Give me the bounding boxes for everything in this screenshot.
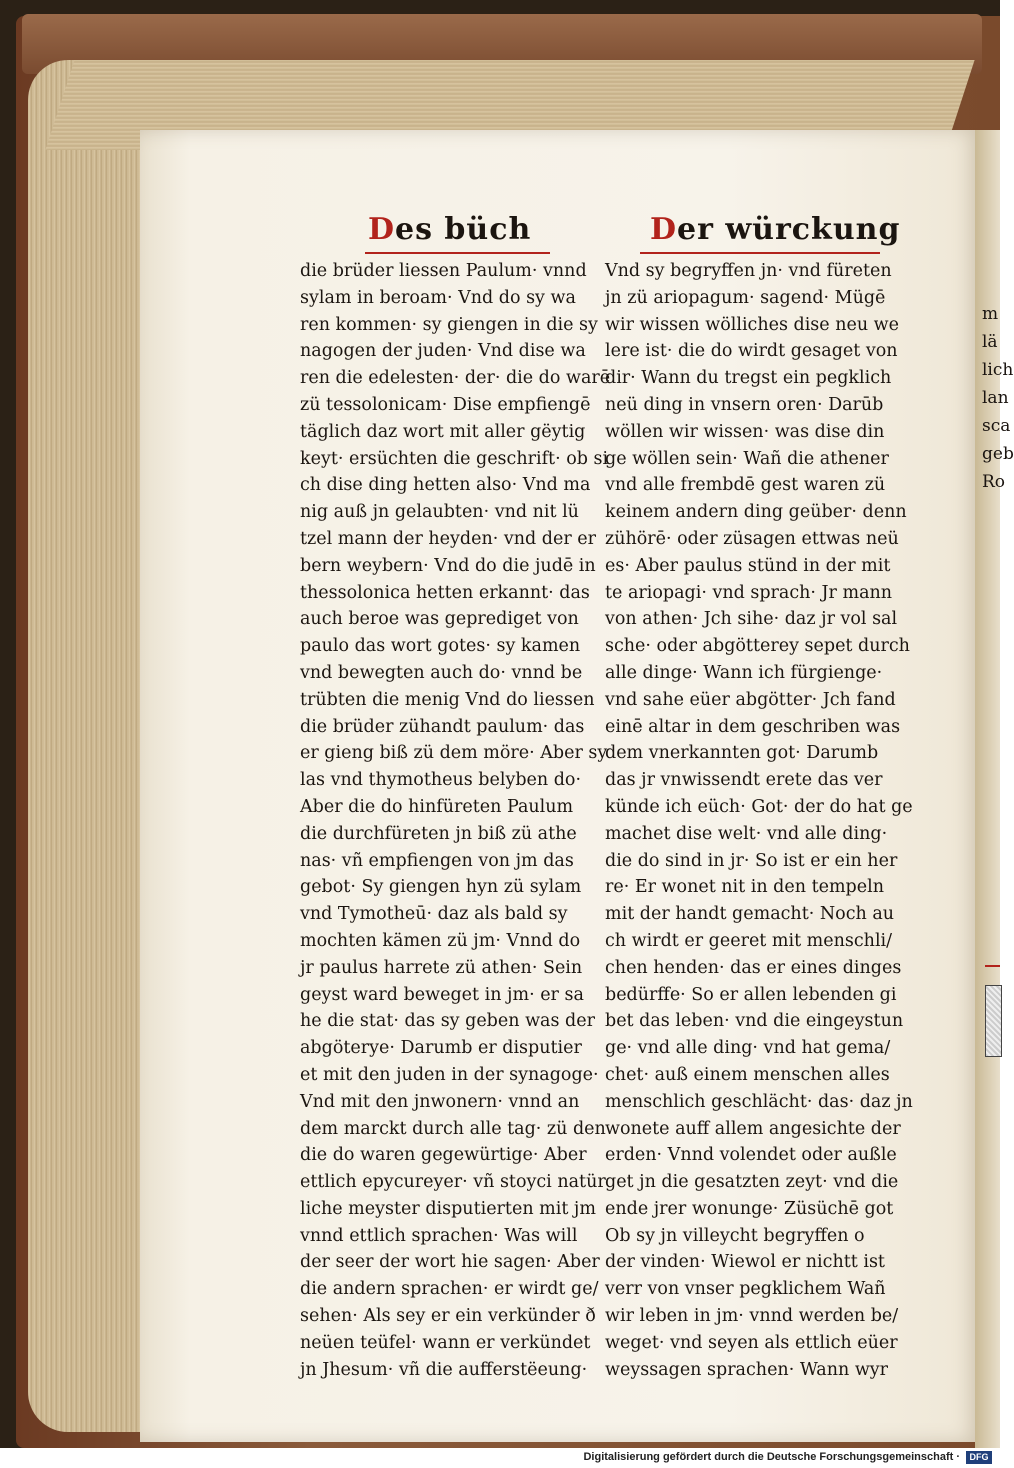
text-line: sehen· Als sey er ein verkünder ð: [300, 1306, 596, 1327]
text-line: sche· oder abgötterey sepet durch: [605, 636, 910, 657]
text-line: verr von vnser pegklichem Wañ: [605, 1279, 886, 1300]
text-line: re· Er wonet nit in den tempeln: [605, 877, 884, 898]
header-right-text: er würckung: [677, 212, 901, 247]
text-line: der vinden· Wiewol er nichtt ist: [605, 1252, 885, 1273]
text-line: die do waren gegewürtige· Aber: [300, 1145, 587, 1166]
text-column-left: [300, 258, 611, 1383]
header-left-initial: D: [368, 212, 396, 247]
text-line: nas· vñ empfiengen von jm das: [300, 850, 574, 871]
text-line: las vnd thymotheus belyben do·: [300, 770, 582, 791]
text-line: weget· vnd seyen als ettlich eüer: [605, 1332, 898, 1353]
text-line: auch beroe was geprediget von: [300, 609, 579, 630]
text-line: weyssagen sprachen· Wann wyr: [605, 1359, 889, 1380]
text-line: es· Aber paulus stünd in der mit: [605, 555, 891, 576]
text-line: liche meyster disputierten mit jm: [300, 1198, 596, 1219]
text-line: erden· Vnnd volendet oder außle: [605, 1145, 897, 1166]
text-line: chen henden· das er eines dinges: [605, 957, 902, 978]
text-line: mochten kämen zü jm· Vnnd do: [300, 930, 581, 951]
text-line: täglich daz wort mit aller gëytig: [300, 421, 586, 442]
text-line: machet dise welt· vnd alle ding·: [605, 823, 888, 844]
text-line: zü tessolonicam· Dise empfiengē: [300, 394, 591, 415]
text-line: te ariopagi· vnd sprach· Jr mann: [605, 582, 893, 603]
text-line: neü ding in vnsern oren· Darūb: [605, 394, 884, 415]
text-line: paulo das wort gotes· sy kamen: [300, 636, 581, 657]
text-line: vnd bewegten auch do· vnnd be: [300, 662, 583, 683]
text-line: wonete auff allem angesichte der: [605, 1118, 901, 1139]
text-line: geyst ward beweget in jm· er sa: [300, 984, 584, 1005]
text-line: ettlich epycureyer· vñ stoyci natür: [300, 1172, 606, 1193]
text-line: Aber die do hinfüreten Paulum: [300, 796, 574, 817]
text-line: Vnd sy begryffen jn· vnd füreten: [605, 261, 892, 281]
header-left-text: es büch: [395, 212, 532, 247]
text-line: bet das leben· vnd die eingeystun: [605, 1011, 904, 1032]
text-line: tzel mann der heyden· vnd der er: [300, 528, 596, 549]
text-line: et mit den juden in der synagoge·: [300, 1064, 599, 1085]
text-line: bedürffe· So er allen lebenden gi: [605, 984, 897, 1005]
running-header-left: [368, 212, 531, 247]
text-line: dem marckt durch alle tag· zü den: [300, 1118, 606, 1139]
text-line: menschlich geschlächt· das· daz jn: [605, 1091, 913, 1112]
header-right-underline: [640, 252, 880, 254]
header-right-initial: D: [650, 212, 678, 247]
text-line: get jn die gesatzten zeyt· vnd die: [605, 1172, 899, 1193]
right-page-woodcut-fragment: [985, 985, 1002, 1057]
text-line: zühörē· oder züsagen ettwas neü: [605, 528, 899, 549]
running-header-right: [650, 212, 900, 247]
text-line: ge· vnd alle ding· vnd hat gema/: [605, 1038, 891, 1059]
text-line: sylam in beroam· Vnd do sy wa: [300, 287, 576, 308]
text-line: dem vnerkannten got· Darumb: [605, 743, 879, 764]
text-line: nagogen der juden· Vnd dise wa: [300, 341, 586, 362]
text-line: vnnd ettlich sprachen· Was will: [300, 1225, 578, 1246]
right-page-text-fragment: m lä lich lan sca geb Ro: [982, 304, 1014, 492]
text-line: jn zü ariopagum· sagend· Mügē: [605, 287, 886, 308]
text-line: er gieng biß zü dem möre· Aber sy: [300, 743, 608, 764]
text-line: vnd alle frembdē gest waren zü: [605, 475, 886, 496]
text-line: die do sind in jr· So ist er ein her: [605, 850, 898, 871]
text-line: keinem andern ding geüber· denn: [605, 502, 907, 523]
header-left-underline: [365, 252, 550, 254]
text-line: nig auß jn gelaubten· vnd nit lü: [300, 502, 579, 523]
text-line: ren die edelesten· der· die do warē: [300, 368, 611, 389]
text-line: jn Jhesum· vñ die aufferstëeung·: [300, 1359, 588, 1380]
text-line: abgöterye· Darumb er disputier: [300, 1038, 582, 1059]
text-line: lere ist· die do wirdt gesaget von: [605, 341, 898, 362]
text-line: der seer der wort hie sagen· Aber: [300, 1252, 600, 1273]
text-line: vnd Tymotheū· daz als bald sy: [300, 904, 568, 925]
dfg-logo: DFG: [966, 1451, 992, 1464]
text-line: die andern sprachen· er wirdt ge/: [300, 1279, 599, 1300]
text-line: Ob sy jn villeycht begryffen o: [605, 1225, 865, 1246]
text-line: trübten die menig Vnd do liessen: [300, 689, 595, 710]
text-line: von athen· Jch sihe· daz jr vol sal: [605, 609, 898, 630]
text-line: ge wöllen sein· Wañ die athener: [605, 448, 889, 469]
text-line: gebot· Sy giengen hyn zü sylam: [300, 877, 582, 898]
right-page-rubric-fragment: [985, 935, 1000, 967]
text-line: die durchfüreten jn biß zü athe: [300, 823, 577, 844]
text-line: thessolonica hetten erkannt· das: [300, 582, 590, 603]
text-line: keyt· ersüchten die geschrift· ob si: [300, 448, 609, 469]
text-line: jr paulus harrete zü athen· Sein: [300, 957, 583, 978]
text-line: dir· Wann du tregst ein pegklich: [605, 368, 892, 389]
funding-credit: Digitalisierung gefördert durch die Deutsche Forschungsgemeinschaft ·: [583, 1451, 960, 1463]
text-line: ch dise ding hetten also· Vnd ma: [300, 475, 591, 496]
text-line: alle dinge· Wann ich fürgienge·: [605, 662, 883, 683]
text-line: wir wissen wölliches dise neu we: [605, 314, 900, 335]
text-line: bern weybern· Vnd do die judē in: [300, 555, 596, 576]
text-line: neüen teüfel· wann er verkündet: [300, 1332, 591, 1353]
text-column-right: [605, 258, 913, 1383]
text-line: ende jrer wonunge· Züsüchē got: [605, 1198, 894, 1219]
text-line: Vnd mit den jnwonern· vnnd an: [300, 1091, 580, 1112]
text-line: die brüder zühandt paulum· das: [300, 716, 585, 737]
text-line: mit der handt gemacht· Noch au: [605, 904, 895, 925]
text-line: ren kommen· sy giengen in die sy: [300, 314, 598, 335]
text-line: wir leben in jm· vnnd werden be/: [605, 1306, 899, 1327]
text-line: das jr vnwissendt erete das ver: [605, 770, 883, 791]
text-line: chet· auß einem menschen alles: [605, 1064, 890, 1085]
text-line: einē altar in dem geschriben was: [605, 716, 901, 737]
text-line: die brüder liessen Paulum· vnnd: [300, 261, 587, 281]
text-line: künde ich eüch· Got· der do hat ge: [605, 796, 913, 817]
text-line: he die stat· das sy geben was der: [300, 1011, 595, 1032]
text-line: ch wirdt er geeret mit menschli/: [605, 930, 893, 951]
text-line: vnd sahe eüer abgötter· Jch fand: [605, 689, 896, 710]
text-line: wöllen wir wissen· was dise din: [605, 421, 885, 442]
footer-bar: [0, 1448, 1000, 1468]
